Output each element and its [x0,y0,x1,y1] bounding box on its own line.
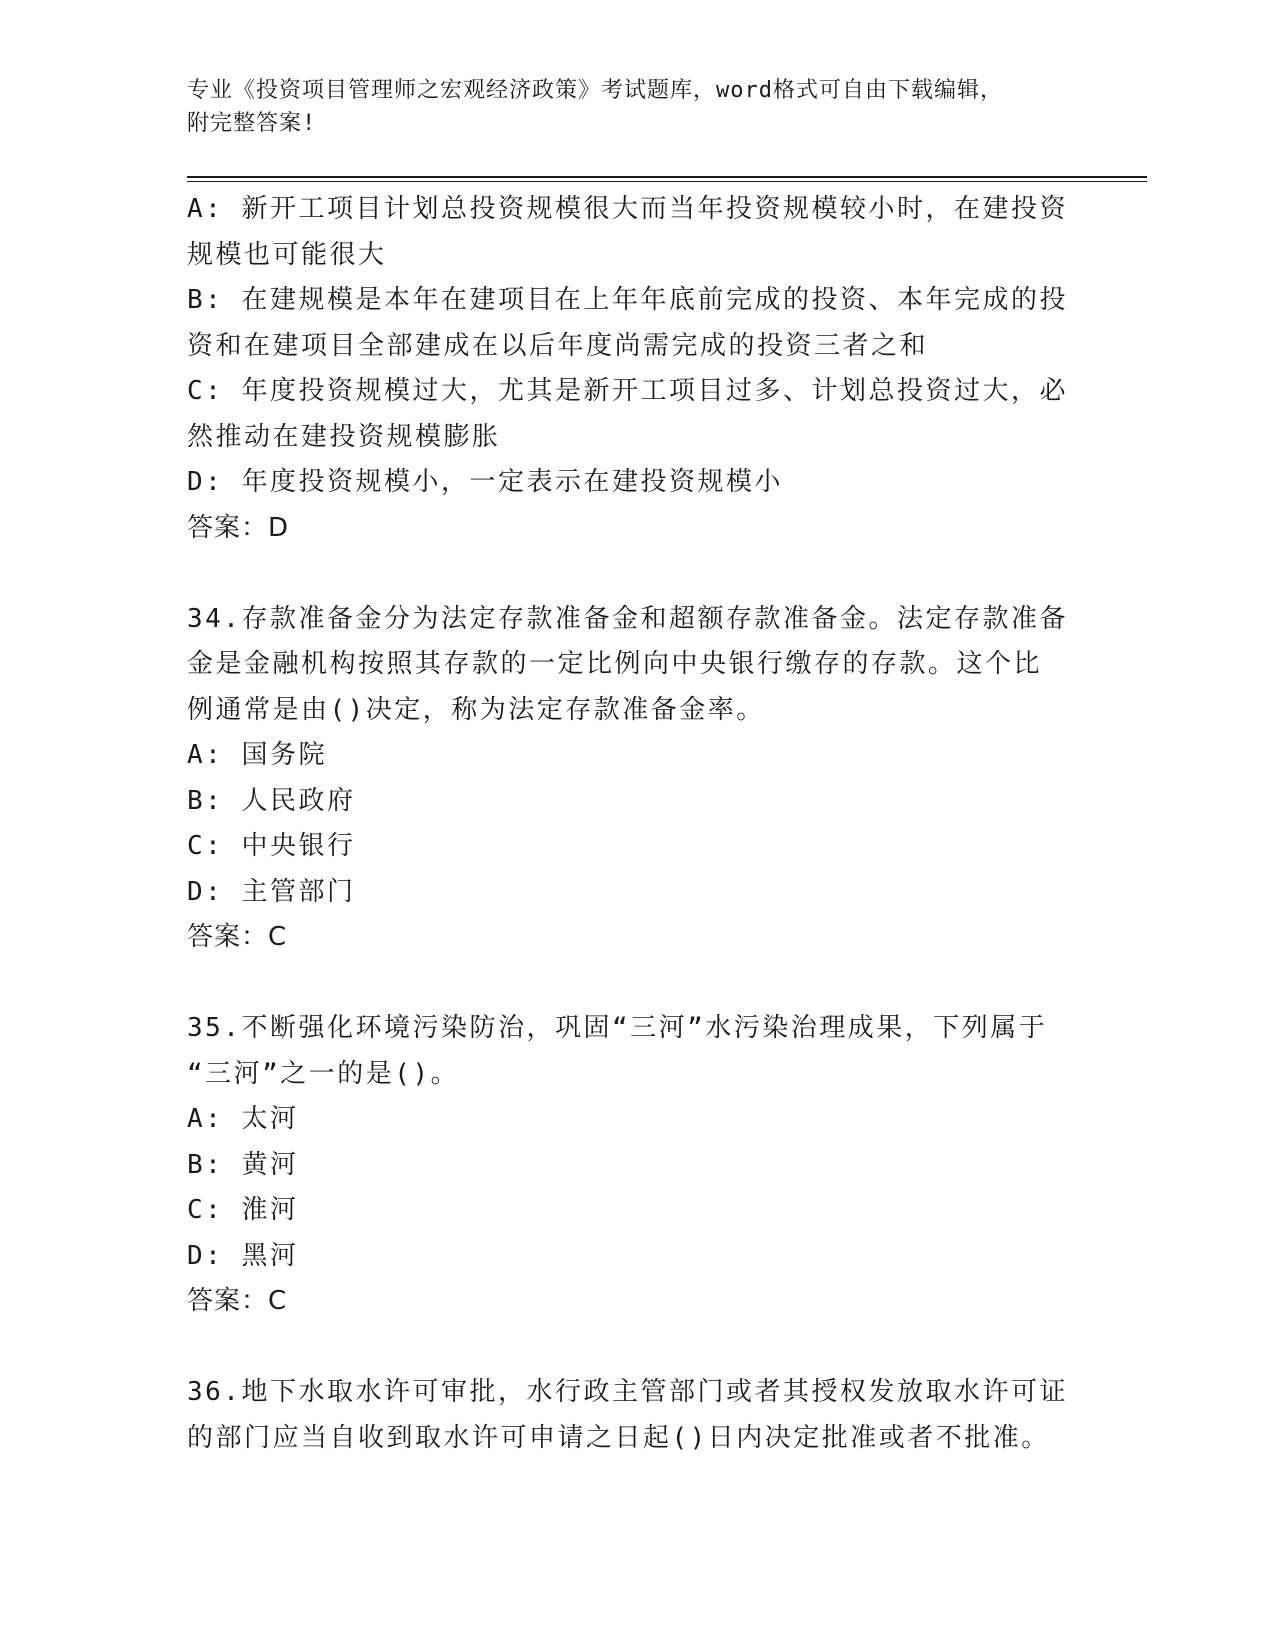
option-a-line-1: A: 新开工项目计划总投资规模很大而当年投资规模较小时，在建投资 [187,194,1068,224]
question-36 [187,1370,1087,1461]
question-stem-line-3: 例通常是由()决定，称为法定存款准备金率。 [187,694,765,725]
option-c: C: 淮河 [187,1195,299,1225]
option-b-line-1: B: 在建规模是本年在建项目在上年年底前完成的投资、本年完成的投 [187,285,1068,315]
document-header [187,74,1067,140]
question-stem-line-1: 35.不断强化环境污染防治，巩固“三河”水污染治理成果，下列属于 [187,1013,1048,1043]
option-a: A: 太河 [187,1104,299,1134]
option-a-line-2: 规模也可能很大 [187,239,387,270]
question-stem-line-2: “三河”之一的是()。 [187,1058,460,1089]
question-stem-line-2: 金是金融机构按照其存款的一定比例向中央银行缴存的存款。这个比 [187,649,1043,679]
option-c: C: 中央银行 [187,831,356,861]
header-line-1: 专业《投资项目管理师之宏观经济政策》考试题库，word格式可自由下载编辑， [187,78,1003,103]
question-34 [187,597,1087,961]
answer: 答案：C [187,922,288,952]
answer: 答案：D [187,512,290,543]
header-line-2: 附完整答案! [187,111,317,136]
question-stem-line-1: 34.存款准备金分为法定存款准备金和超额存款准备金。法定存款准备 [187,603,1068,634]
option-d: D: 黑河 [187,1240,299,1271]
option-b: B: 人民政府 [187,785,356,816]
option-c-line-1: C: 年度投资规模过大，尤其是新开工项目过多、计划总投资过大，必 [187,376,1068,406]
question-35 [187,1006,1087,1325]
spacer [187,551,1087,597]
option-d: D: 主管部门 [187,876,356,907]
spacer [187,961,1087,1007]
header-divider-thin [187,181,1147,182]
spacer [187,1325,1087,1371]
option-c-line-2: 然推动在建投资规模膨胀 [187,421,501,452]
question-stem-line-1: 36.地下水取水许可审批，水行政主管部门或者其授权发放取水许可证 [187,1377,1068,1407]
answer: 答案：C [187,1286,288,1316]
option-a: A: 国务院 [187,740,327,770]
option-b-line-2: 资和在建项目全部建成在以后年度尚需完成的投资三者之和 [187,330,929,361]
header-divider-thick [187,176,1147,178]
option-b: B: 黄河 [187,1149,299,1180]
question-33 [187,187,1087,551]
option-d: D: 年度投资规模小，一定表示在建投资规模小 [187,467,783,497]
question-stem-line-2: 的部门应当自收到取水许可申请之日起()日内决定批准或者不批准。 [187,1422,1050,1453]
question-list [187,187,1087,1461]
